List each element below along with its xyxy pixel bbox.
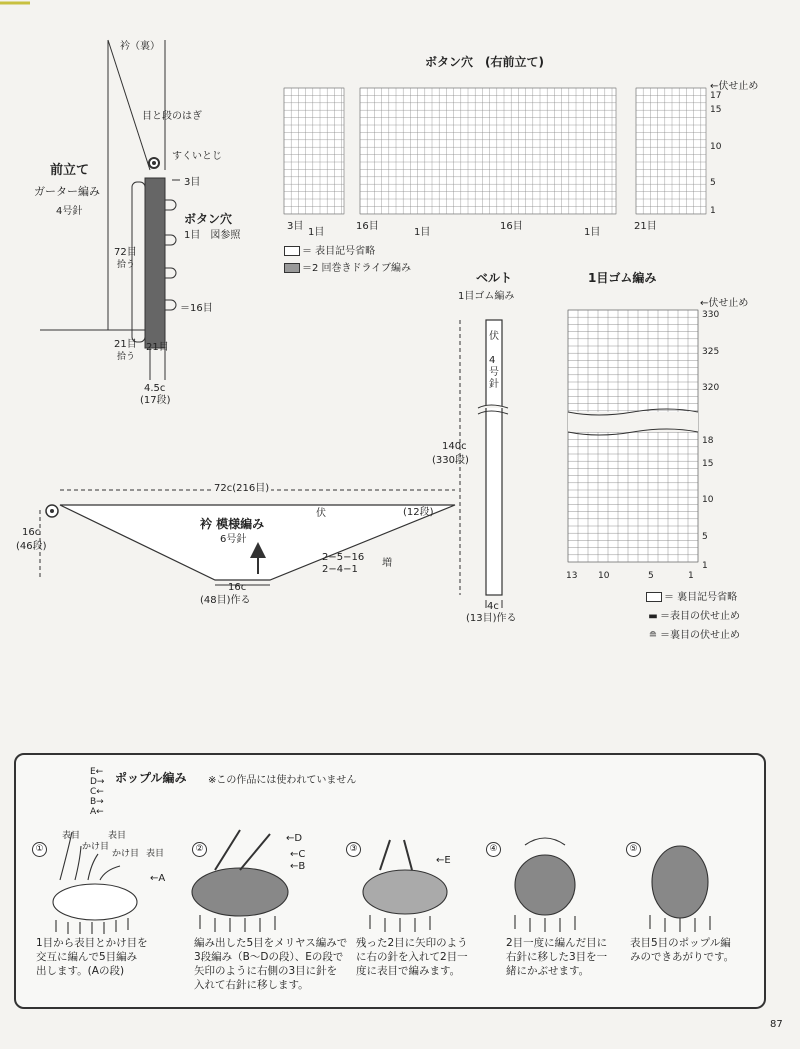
slip-join-label: すくいとじ [172, 151, 222, 162]
bh-row-5: 5 [710, 178, 716, 188]
belt-width: 4c [487, 601, 499, 612]
collar-bottom: 16c [228, 582, 247, 593]
rib-row-15: 15 [702, 459, 714, 469]
bh-legend-1: ＝ 表目記号省略 [284, 246, 375, 257]
bh-bottom-3: 3目 [287, 221, 304, 232]
pickup-label: 拾う [117, 260, 136, 270]
s1-label-3: 表目 [108, 831, 127, 841]
bh-row-10: 10 [710, 142, 722, 152]
popcorn-row-E: E← [90, 767, 104, 777]
s1-label-1: 表目 [62, 831, 81, 841]
collar-height: 16c [22, 527, 41, 538]
step-1-number: ① [32, 842, 47, 857]
rib-chart-title: 1目ゴム編み [588, 271, 657, 285]
rib-col-5: 5 [648, 571, 654, 581]
rib-row-325: 325 [702, 347, 720, 357]
rib-row-320: 320 [702, 383, 720, 393]
collar-dec-1: 2−5−16 [322, 552, 365, 563]
front-band-title: 前立て [50, 163, 90, 178]
rib-row-18: 18 [702, 436, 714, 446]
rib-row-1: 1 [702, 561, 708, 571]
collar-width: 72c(216目) [214, 483, 270, 494]
belt-title: ベルト [476, 271, 513, 285]
bh-bottom-21: 21目 [634, 221, 657, 232]
bottom-21: 21目 [146, 342, 169, 353]
seam-note: 目と段のはぎ [142, 111, 202, 122]
rib-legend-1: ＝ 裏目記号省略 [646, 592, 737, 603]
popcorn-title: ポップル編み [115, 771, 187, 785]
pickup-21: 21目 [114, 339, 137, 350]
collar-needle: 6号針 [220, 534, 247, 545]
belt-stitch: 1目ゴム編み [458, 291, 515, 302]
s1-arrow-A: ←A [150, 873, 166, 884]
spacing-16: ＝16目 [180, 303, 213, 314]
s1-label-4: かけ目 [112, 849, 140, 859]
s1-label-5: 表目 [146, 849, 165, 859]
front-band-width: 4.5c [144, 383, 166, 394]
popcorn-row-D: D→ [90, 777, 105, 787]
rib-legend-3: ≘ ＝裏目の伏せ止め [648, 630, 740, 641]
top-count: 3目 [184, 177, 201, 188]
buttonhole-title: ボタン穴 [184, 212, 233, 226]
collar-increase: 増 [382, 558, 392, 569]
front-band-rows: (17段) [140, 395, 171, 406]
step-3-text: 残った2目に矢印のよう に右の針を入れて2目一 度に表目で編みます。 [356, 937, 468, 977]
step-2-text: 編み出した5目をメリヤス編みで 3段編み（B～Dの段）、Eの段で 矢印のように右側の3目に針を 入れて右針に移します。 [194, 937, 348, 991]
bh-bottom-1b: 1目 [414, 227, 431, 238]
step-3-number: ③ [346, 842, 361, 857]
bh-row-15: 15 [710, 105, 722, 115]
step-2-number: ② [192, 842, 207, 857]
bh-row-1: 1 [710, 206, 716, 216]
rib-row-10: 10 [702, 495, 714, 505]
bh-row-17: 17 [710, 91, 722, 101]
front-band-needle: 4号針 [56, 206, 83, 217]
collar-title: 衿 模様編み [200, 517, 265, 531]
rib-row-5: 5 [702, 532, 708, 542]
step-5-number: ⑤ [626, 842, 641, 857]
belt-length-rows: (330段) [432, 455, 469, 466]
popcorn-row-B: B→ [90, 797, 104, 807]
bh-legend-2: ＝2 回巻きドライブ編み [284, 263, 411, 274]
rib-legend-2: ▬ ＝表目の伏せ止め [648, 611, 740, 622]
front-band-stitch: ガーター編み [34, 185, 100, 198]
pickup-label-2: 拾う [117, 352, 136, 362]
rib-col-13: 13 [566, 571, 578, 581]
s2-arrow-B: ←B [290, 861, 306, 872]
step-4-number: ④ [486, 842, 501, 857]
collar-bind: 伏 [316, 508, 326, 519]
collar-dec-2: 2−4−1 [322, 564, 358, 575]
belt-length: 140c [442, 441, 467, 452]
popcorn-row-A: A← [90, 807, 104, 817]
page-number: 87 [770, 1019, 783, 1030]
popcorn-row-C: C← [90, 787, 104, 797]
buttonhole-note: 1目 図参照 [184, 230, 241, 241]
collar-height-rows: (46段) [16, 541, 47, 552]
rib-col-1: 1 [688, 571, 694, 581]
collar-rows-12: (12段) [403, 507, 434, 518]
collar-bottom-rows: (48目)作る [200, 595, 251, 606]
popcorn-note: ※この作品には使われていません [208, 775, 357, 786]
s2-arrow-C: ←C [290, 849, 306, 860]
s3-arrow-E: ←E [436, 855, 451, 866]
rib-bind-off: ←伏せ止め [700, 298, 749, 309]
belt-bind: 伏 [489, 331, 499, 342]
pickup-72: 72目 [114, 247, 137, 258]
s2-arrow-D: ←D [286, 833, 303, 844]
bh-bottom-1c: 1目 [584, 227, 601, 238]
bh-bottom-1a: 1目 [308, 227, 325, 238]
step-5-text: 表目5目のポップル編 みのできあがりです。 [630, 937, 735, 963]
bh-bind-off: ←伏せ止め [710, 81, 759, 92]
s1-label-2: かけ目 [82, 842, 110, 852]
belt-needle: 4号針 [489, 355, 499, 390]
step-4-text: 2目一度に編んだ目に 右針に移した3目を一 緒にかぶせます。 [506, 937, 608, 977]
rib-row-330: 330 [702, 310, 720, 320]
buttonhole-chart-title: ボタン穴 (右前立て) [425, 55, 544, 69]
rib-col-10: 10 [598, 571, 610, 581]
step-1-text: 1目から表目とかけ目を 交互に編んで5目編み 出します。(Aの段) [36, 937, 148, 977]
collar-back-label: 衿（裏） [120, 41, 160, 52]
bh-bottom-16b: 16目 [500, 221, 523, 232]
bh-bottom-16a: 16目 [356, 221, 379, 232]
belt-cast-on: (13目)作る [466, 613, 517, 624]
